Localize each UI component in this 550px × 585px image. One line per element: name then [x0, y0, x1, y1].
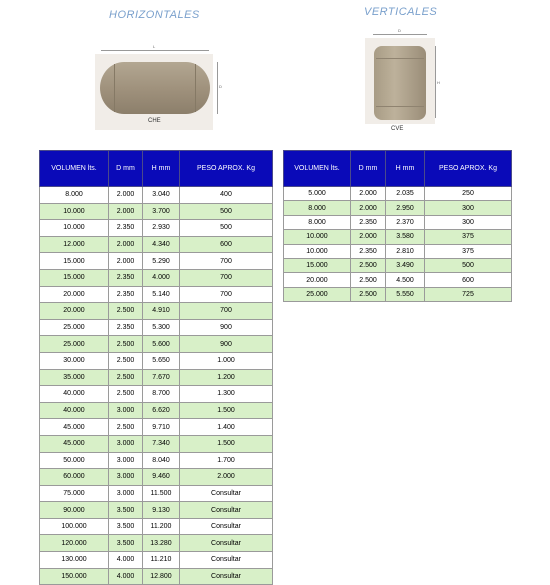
table-row — [284, 215, 512, 229]
cell-d-mm: 3.000 — [109, 435, 143, 452]
height-dimension-line — [435, 46, 436, 118]
header-peso: PESO APROX. Kg — [425, 151, 512, 187]
table-row — [40, 518, 273, 535]
length-dimension-line — [101, 50, 209, 51]
cell-d-mm: 2.500 — [109, 386, 143, 403]
cell-peso: 375 — [425, 230, 512, 244]
cell-volumen: 30.000 — [40, 352, 109, 369]
table-row — [40, 402, 273, 419]
cell-peso: Consultar — [180, 502, 273, 519]
cell-h-mm: 9.130 — [143, 502, 180, 519]
cell-h-mm: 5.140 — [143, 286, 180, 303]
cell-volumen: 35.000 — [40, 369, 109, 386]
header-h-mm: H mm — [143, 151, 180, 187]
table-row — [284, 287, 512, 301]
cell-volumen: 8.000 — [284, 201, 351, 215]
cell-peso: 1.200 — [180, 369, 273, 386]
header-volumen: VOLUMEN lts. — [284, 151, 351, 187]
cell-h-mm: 2.370 — [386, 215, 425, 229]
cell-d-mm: 2.350 — [109, 319, 143, 336]
cell-h-mm: 5.600 — [143, 336, 180, 353]
cell-h-mm: 8.700 — [143, 386, 180, 403]
cell-d-mm: 3.000 — [109, 452, 143, 469]
cell-d-mm: 2.500 — [109, 336, 143, 353]
diameter-dimension-label: D — [398, 28, 401, 33]
cell-peso: 400 — [180, 187, 273, 204]
vertical-tank-body — [374, 46, 426, 120]
table-row — [40, 419, 273, 436]
cell-d-mm: 2.350 — [109, 269, 143, 286]
horizontal-tanks-table — [39, 150, 273, 585]
cell-h-mm: 3.700 — [143, 203, 180, 220]
header-d-mm: D mm — [109, 151, 143, 187]
cell-volumen: 10.000 — [40, 203, 109, 220]
cell-peso: 700 — [180, 303, 273, 320]
cell-h-mm: 9.460 — [143, 469, 180, 486]
table-row — [40, 269, 273, 286]
vertical-tanks-body — [284, 187, 512, 302]
table-row — [40, 286, 273, 303]
cell-h-mm: 4.910 — [143, 303, 180, 320]
cell-h-mm: 3.580 — [386, 230, 425, 244]
cell-volumen: 25.000 — [40, 319, 109, 336]
cell-d-mm: 2.000 — [351, 187, 386, 201]
cell-d-mm: 3.500 — [109, 502, 143, 519]
cell-d-mm: 2.500 — [109, 303, 143, 320]
table-row — [40, 303, 273, 320]
table-row — [40, 485, 273, 502]
horizontal-tank-drawing — [95, 44, 225, 130]
table-row — [40, 435, 273, 452]
cell-volumen: 130.000 — [40, 552, 109, 569]
cell-d-mm: 3.000 — [109, 402, 143, 419]
table-row — [284, 230, 512, 244]
cell-h-mm: 9.710 — [143, 419, 180, 436]
cell-volumen: 20.000 — [284, 273, 351, 287]
cell-d-mm: 4.000 — [109, 568, 143, 585]
cell-volumen: 40.000 — [40, 386, 109, 403]
table-row — [284, 201, 512, 215]
cell-volumen: 10.000 — [284, 244, 351, 258]
cell-d-mm: 2.500 — [351, 273, 386, 287]
cell-h-mm: 8.040 — [143, 452, 180, 469]
table-row — [40, 352, 273, 369]
cell-d-mm: 3.500 — [109, 518, 143, 535]
cell-volumen: 8.000 — [284, 215, 351, 229]
vertical-tank-drawing — [365, 28, 440, 136]
table-row — [40, 236, 273, 253]
cell-volumen: 20.000 — [40, 286, 109, 303]
cell-h-mm: 11.210 — [143, 552, 180, 569]
cell-peso: 1.500 — [180, 402, 273, 419]
horizontal-section-title: HORIZONTALES — [109, 9, 200, 21]
vertical-section-title: VERTICALES — [364, 6, 438, 18]
cell-peso: Consultar — [180, 518, 273, 535]
horizontal-tank-code: CHE — [148, 118, 161, 124]
cell-peso: 725 — [425, 287, 512, 301]
table-row — [40, 568, 273, 585]
table-row — [40, 369, 273, 386]
diameter-dimension-line — [373, 34, 427, 35]
cell-d-mm: 2.000 — [351, 201, 386, 215]
table-row — [40, 220, 273, 237]
cell-peso: 700 — [180, 269, 273, 286]
cell-h-mm: 13.280 — [143, 535, 180, 552]
cell-d-mm: 2.350 — [351, 244, 386, 258]
table-header-row — [40, 151, 273, 187]
cell-peso: 375 — [425, 244, 512, 258]
cell-d-mm: 2.350 — [109, 286, 143, 303]
cell-volumen: 45.000 — [40, 435, 109, 452]
cell-h-mm: 4.340 — [143, 236, 180, 253]
cell-d-mm: 3.500 — [109, 535, 143, 552]
cell-d-mm: 2.500 — [351, 258, 386, 272]
table-row — [40, 469, 273, 486]
cell-h-mm: 12.800 — [143, 568, 180, 585]
cell-peso: 1.700 — [180, 452, 273, 469]
table-row — [40, 552, 273, 569]
cell-volumen: 15.000 — [40, 253, 109, 270]
vertical-tanks-table — [283, 150, 512, 302]
cell-h-mm: 7.670 — [143, 369, 180, 386]
header-peso: PESO APROX. Kg — [180, 151, 273, 187]
cell-peso: 250 — [425, 187, 512, 201]
cell-peso: 1.400 — [180, 419, 273, 436]
cell-volumen: 15.000 — [284, 258, 351, 272]
cell-peso: 700 — [180, 286, 273, 303]
cell-volumen: 10.000 — [284, 230, 351, 244]
cell-peso: 300 — [425, 215, 512, 229]
cell-peso: 1.500 — [180, 435, 273, 452]
header-h-mm: H mm — [386, 151, 425, 187]
vertical-tank-code: CVE — [391, 126, 404, 132]
cell-h-mm: 2.930 — [143, 220, 180, 237]
cell-volumen: 40.000 — [40, 402, 109, 419]
cell-d-mm: 2.000 — [109, 236, 143, 253]
table-row — [284, 244, 512, 258]
height-dimension-label: H — [437, 80, 440, 85]
cell-h-mm: 11.500 — [143, 485, 180, 502]
cell-h-mm: 2.035 — [386, 187, 425, 201]
cell-d-mm: 2.350 — [351, 215, 386, 229]
cell-volumen: 150.000 — [40, 568, 109, 585]
cell-volumen: 15.000 — [40, 269, 109, 286]
cell-volumen: 90.000 — [40, 502, 109, 519]
cell-volumen: 75.000 — [40, 485, 109, 502]
cell-peso: Consultar — [180, 552, 273, 569]
table-header-row — [284, 151, 512, 187]
header-d-mm: D mm — [351, 151, 386, 187]
cell-peso: 300 — [425, 201, 512, 215]
cell-peso: 500 — [425, 258, 512, 272]
cell-volumen: 10.000 — [40, 220, 109, 237]
cell-peso: Consultar — [180, 485, 273, 502]
cell-peso: 1.300 — [180, 386, 273, 403]
table-row — [40, 319, 273, 336]
cell-d-mm: 2.350 — [109, 220, 143, 237]
cell-peso: 500 — [180, 203, 273, 220]
cell-h-mm: 2.950 — [386, 201, 425, 215]
cell-peso: 600 — [425, 273, 512, 287]
cell-h-mm: 2.810 — [386, 244, 425, 258]
cell-d-mm: 4.000 — [109, 552, 143, 569]
horizontal-tanks-body — [40, 187, 273, 585]
cell-volumen: 12.000 — [40, 236, 109, 253]
header-volumen: VOLUMEN lts. — [40, 151, 109, 187]
diameter-dimension-line — [217, 62, 218, 114]
cell-h-mm: 4.000 — [143, 269, 180, 286]
cell-peso: 700 — [180, 253, 273, 270]
cell-h-mm: 5.300 — [143, 319, 180, 336]
cell-d-mm: 2.000 — [109, 203, 143, 220]
cell-h-mm: 5.290 — [143, 253, 180, 270]
cell-peso: Consultar — [180, 568, 273, 585]
cell-volumen: 50.000 — [40, 452, 109, 469]
table-row — [284, 273, 512, 287]
table-row — [284, 187, 512, 201]
cell-h-mm: 3.490 — [386, 258, 425, 272]
cell-peso: 1.000 — [180, 352, 273, 369]
length-dimension-label: L — [153, 44, 156, 49]
cell-h-mm: 6.620 — [143, 402, 180, 419]
table-row — [40, 452, 273, 469]
table-row — [40, 187, 273, 204]
cell-volumen: 100.000 — [40, 518, 109, 535]
cell-d-mm: 3.000 — [109, 485, 143, 502]
cell-peso: Consultar — [180, 535, 273, 552]
cell-d-mm: 2.000 — [351, 230, 386, 244]
cell-h-mm: 3.040 — [143, 187, 180, 204]
cell-h-mm: 11.200 — [143, 518, 180, 535]
cell-volumen: 20.000 — [40, 303, 109, 320]
cell-volumen: 5.000 — [284, 187, 351, 201]
cell-h-mm: 4.500 — [386, 273, 425, 287]
cell-peso: 500 — [180, 220, 273, 237]
cell-volumen: 25.000 — [284, 287, 351, 301]
cell-peso: 600 — [180, 236, 273, 253]
cell-d-mm: 2.000 — [109, 187, 143, 204]
cell-d-mm: 2.500 — [351, 287, 386, 301]
table-row — [284, 258, 512, 272]
cell-d-mm: 2.500 — [109, 352, 143, 369]
table-row — [40, 253, 273, 270]
cell-peso: 900 — [180, 319, 273, 336]
cell-h-mm: 7.340 — [143, 435, 180, 452]
cell-d-mm: 2.500 — [109, 419, 143, 436]
table-row — [40, 203, 273, 220]
cell-volumen: 120.000 — [40, 535, 109, 552]
table-row — [40, 386, 273, 403]
cell-h-mm: 5.550 — [386, 287, 425, 301]
diameter-dimension-label: D — [219, 84, 222, 89]
table-row — [40, 336, 273, 353]
horizontal-tank-body — [100, 62, 210, 114]
cell-h-mm: 5.650 — [143, 352, 180, 369]
cell-peso: 2.000 — [180, 469, 273, 486]
table-row — [40, 502, 273, 519]
cell-d-mm: 2.500 — [109, 369, 143, 386]
cell-volumen: 8.000 — [40, 187, 109, 204]
cell-d-mm: 3.000 — [109, 469, 143, 486]
cell-volumen: 25.000 — [40, 336, 109, 353]
table-row — [40, 535, 273, 552]
cell-peso: 900 — [180, 336, 273, 353]
cell-d-mm: 2.000 — [109, 253, 143, 270]
cell-volumen: 60.000 — [40, 469, 109, 486]
cell-volumen: 45.000 — [40, 419, 109, 436]
